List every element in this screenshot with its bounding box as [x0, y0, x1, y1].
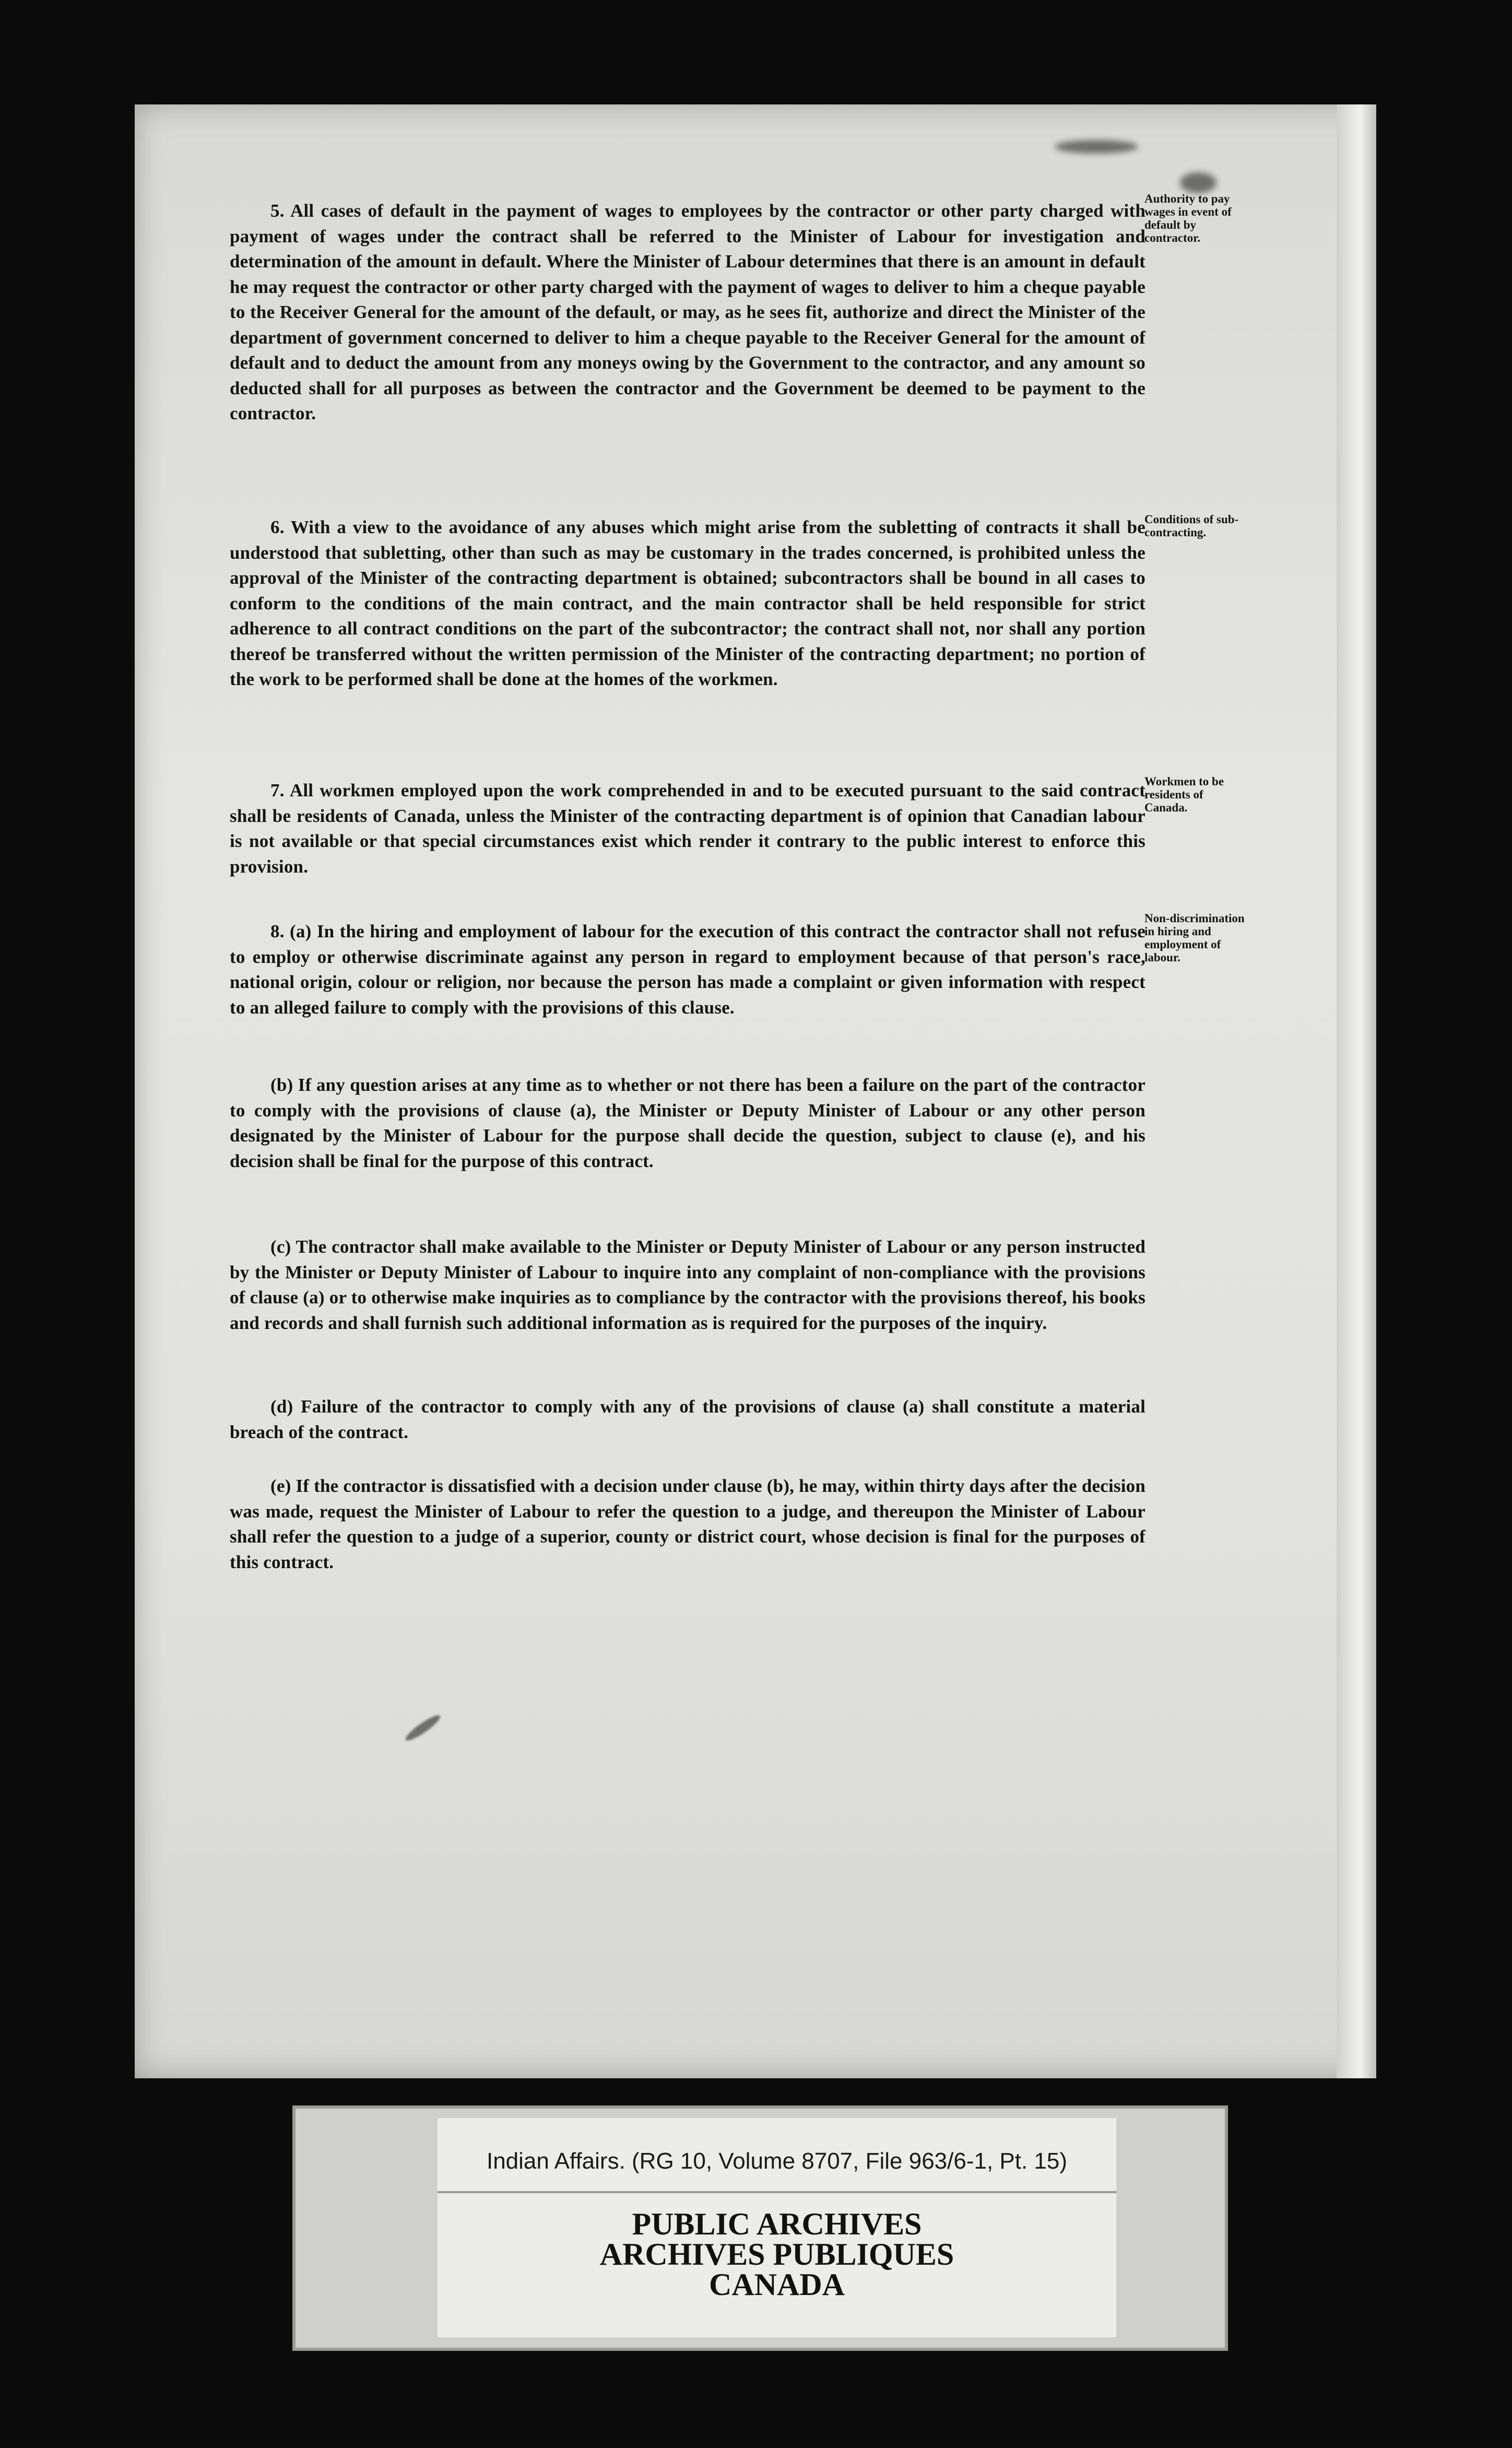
paragraph-8b — [230, 1073, 1145, 1174]
paragraph-number: (b) — [270, 1075, 293, 1095]
margin-note-5: Authority to pay wages in event of default by contractor. — [1144, 192, 1232, 244]
paragraph-text: If any question arises at any time as to whether or not there has been a failure on the part of the contractor to comply with the provisions of clause (a), the Minister or Deputy Minister of Labour or any other person designated by the Minister of Labour for the purpose shall decide the question, subject to clause (e), and his decision shall be final for the purpose of this contract. — [230, 1075, 1146, 1171]
paragraph-number: (d) — [270, 1396, 293, 1417]
paragraph-6 — [230, 515, 1145, 692]
stamp-line-1: PUBLIC ARCHIVES — [632, 2207, 922, 2241]
ink-smudge — [1055, 140, 1138, 154]
paragraph-number: (e) — [270, 1476, 291, 1496]
stamp-line-2: ARCHIVES PUBLIQUES — [599, 2237, 954, 2272]
paragraph-text: In the hiring and employment of labour for the execution of this contract the contractor shall not refuse to employ or otherwise discriminate against any person in regard to employment because of that person's race, national origin, colour or religion, nor because the person has made a complaint or given information with respect to an alleged failure to comply with the provisions of this clause. — [230, 921, 1146, 1018]
paragraph-5 — [230, 198, 1145, 427]
stamp-line-3: CANADA — [709, 2267, 845, 2302]
page-edge — [1337, 104, 1376, 2078]
paragraph-7 — [230, 778, 1145, 879]
paragraph-number: 7. — [270, 780, 285, 801]
paragraph-number: 5. — [270, 201, 285, 221]
paragraph-text: The contractor shall make available to the Minister or Deputy Minister of Labour or any person instructed by the Minister or Deputy Minister of Labour to inquire into any complaint of non-compliance with the provisions of clause (a) or to otherwise make inquiries as to compliance by the contractor with the provisions thereof, his books and records and shall furnish such additional information as is required for the purposes of the inquiry. — [230, 1237, 1145, 1333]
paragraph-8e — [230, 1474, 1145, 1575]
label-divider — [438, 2191, 1116, 2193]
paragraph-number: 6. — [270, 517, 285, 537]
paragraph-number: 8. (a) — [270, 921, 312, 941]
archive-stamp — [439, 2209, 1115, 2300]
ink-smudge — [1180, 172, 1216, 193]
paragraph-text: Failure of the contractor to comply with any of the provisions of clause (a) shall constitute a material breach of the contract. — [230, 1396, 1145, 1442]
margin-note-8: Non-discrimination in hiring and employment of labour. — [1144, 912, 1245, 964]
paragraph-8a — [230, 919, 1145, 1020]
paragraph-8c — [230, 1234, 1145, 1336]
paragraph-text: All cases of default in the payment of wages to employees by the contractor or other party charged with payment of wages under the contract shall be referred to the Minister of Labour for investigation and determination of the amount in default. Where the Minister of Labour determines that there is an amount in default he may request the contractor or other party charged with the payment of wages to deliver to him a cheque payable to the Receiver General for the amount of the default, or may, as he sees fit, authorize and direct the Minister of the department of government concerned to deliver to him a cheque payable to the Receiver General for the amount of default and to deduct the amount from any moneys owing by the Government to the contractor, and any amount so deducted shall for all purposes as between the contractor and the Government be deemed to be payment to the contractor. — [230, 201, 1145, 423]
paragraph-text: If the contractor is dissatisfied with a decision under clause (b), he may, within thirty days after the decision was made, request the Minister of Labour to refer the question to a judge, and thereupon the Minister of Labour shall refer the question to a judge of a superior, county or district court, whose decision is final for the purposes of this contract. — [230, 1476, 1145, 1572]
paragraph-8d — [230, 1394, 1145, 1445]
paragraph-text: All workmen employed upon the work comprehended in and to be executed pursuant to the said contract shall be residents of Canada, unless the Minister of the contracting department is of opinion that Canadian labour is not available or that special circumstances exist which render it contrary to the public interest to enforce this provision. — [230, 780, 1145, 877]
paragraph-number: (c) — [270, 1237, 291, 1257]
archive-reference: Indian Affairs. (RG 10, Volume 8707, File 963/6-1, Pt. 15) — [486, 2148, 1068, 2174]
paragraph-text: With a view to the avoidance of any abuses which might arise from the subletting of contracts it shall be understood that subletting, other than such as may be customary in the trades concerned, is prohibited unless the approval of the Minister of the contracting department is obtained; subcontractors shall be bound in all cases to conform to the conditions of the main contract, and the main contractor shall be held responsible for strict adherence to all contract conditions on the part of the subcontractor; the contract shall not, nor shall any portion thereof be transferred without the written permission of the Minister of the contracting department; no portion of the work to be performed shall be done at the homes of the workmen. — [230, 517, 1145, 689]
margin-note-6: Conditions of sub-contracting. — [1144, 513, 1239, 539]
margin-note-7: Workmen to be residents of Canada. — [1144, 775, 1224, 814]
